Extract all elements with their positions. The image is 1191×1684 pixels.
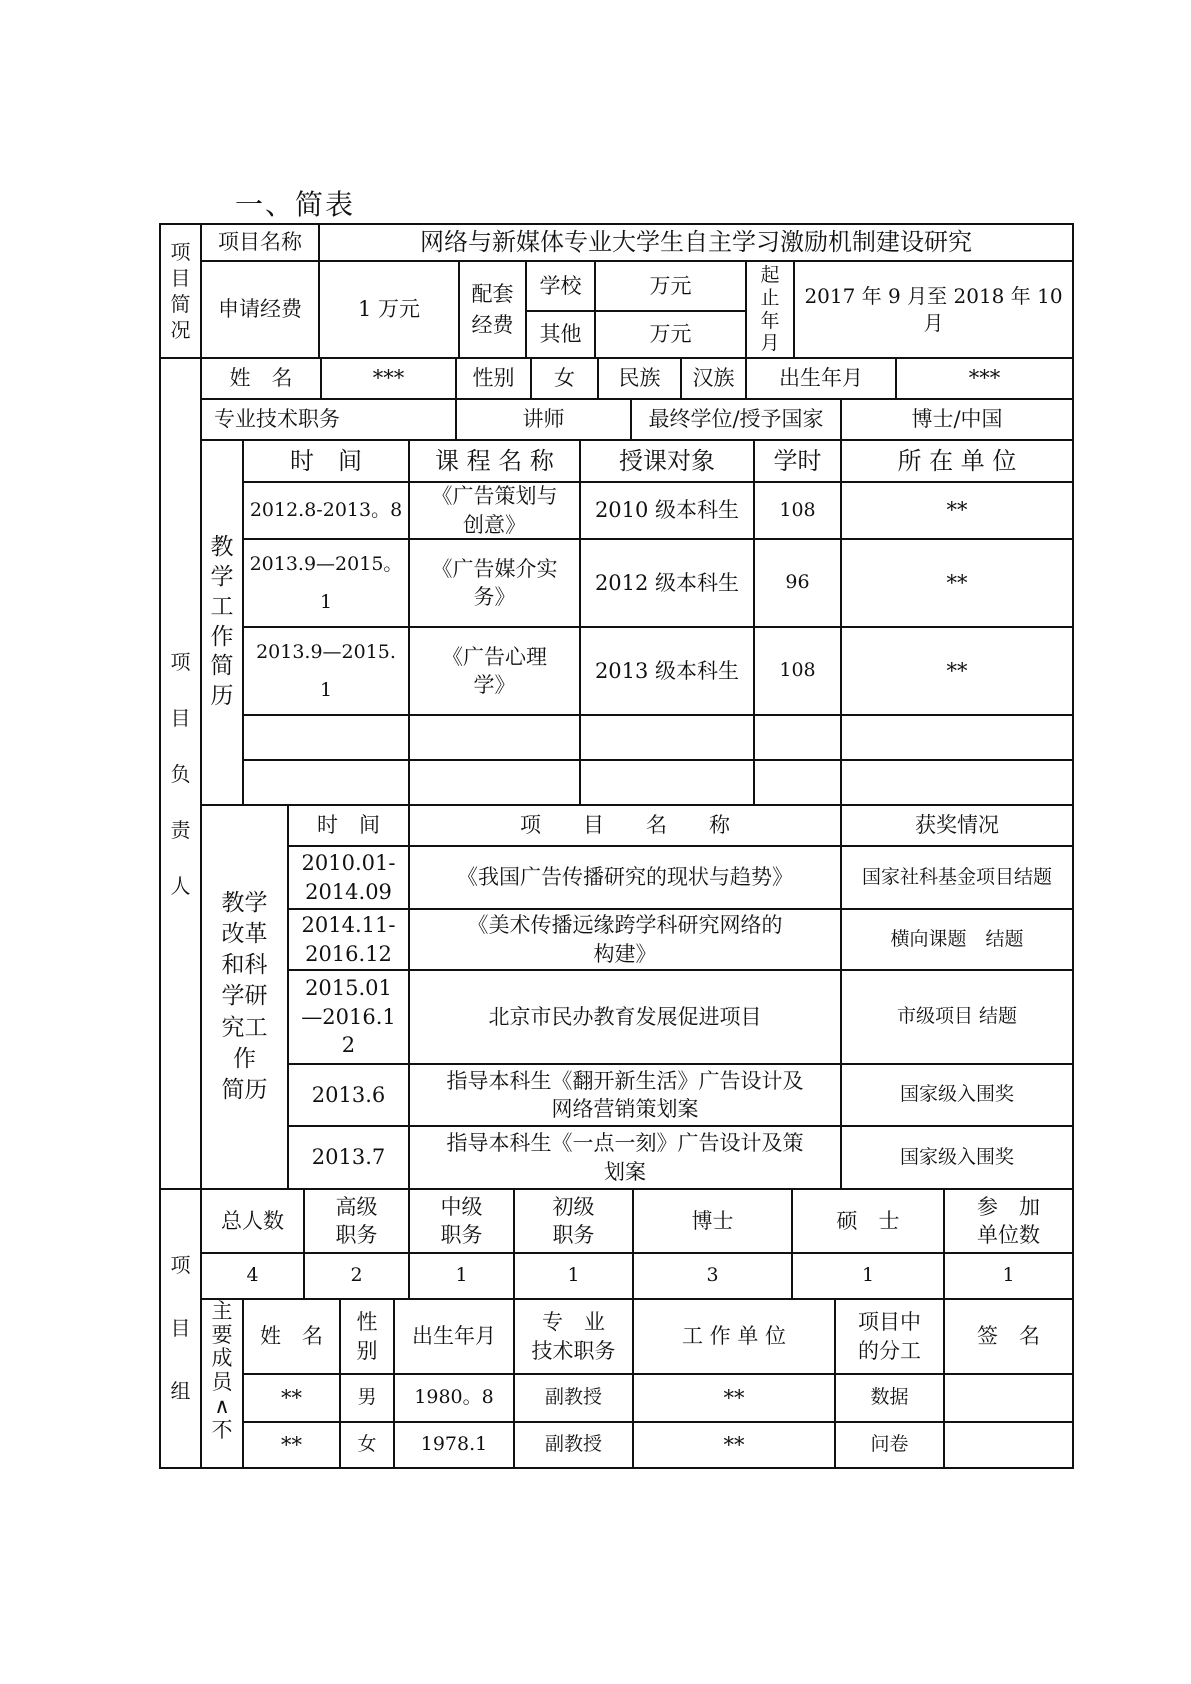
leader-name-value: *** [372,366,405,391]
member-signature [945,1375,1072,1421]
research-project: 指导本科生《一点一刻》广告设计及策 划案 [446,1131,804,1184]
member-header-gender: 性 别 [356,1310,378,1363]
period-value: 2017 年 9 月至 2018 年 10 月 [804,283,1063,335]
member-header-signature: 签 名 [977,1324,1040,1349]
summary-value: 1 [861,1264,875,1287]
other-label: 其他 [539,322,582,347]
teaching-header-unit: 所 在 单 位 [897,446,1017,475]
summary-header-master: 硕 士 [836,1208,900,1233]
member-birth: 1978.1 [420,1433,488,1456]
teaching-course: 《广告心理 学》 [442,644,547,697]
fund-value: 1 万元 [357,297,421,322]
member-title: 副教授 [544,1433,602,1456]
project-name-label: 项目名称 [218,230,302,255]
overview-section-label: 项 目 简 况 [170,240,191,342]
member-name: ** [281,1385,302,1410]
research-award: 国家级入围奖 [899,1145,1014,1168]
summary-value: 1 [567,1264,580,1287]
summary-value: 1 [455,1264,468,1287]
teaching-section-label: 教 学 工 作 简 历 [210,533,234,710]
teaching-course: 《广告媒介实 务》 [431,556,558,609]
degree-label: 最终学位/授予国家 [648,407,824,432]
title-label: 专业技术职务 [214,407,340,432]
team-section-label: 项 目 组 [170,1253,191,1403]
teaching-header-hours: 学时 [773,446,822,475]
match-fund-label: 配套 经费 [471,282,514,337]
member-unit: ** [723,1432,745,1457]
member-role: 问卷 [870,1433,909,1456]
teaching-hours: 108 [779,498,816,521]
school-value: 万元 [649,273,692,298]
summary-header-total: 总人数 [221,1208,284,1233]
research-project: 《美术传播远缘跨学科研究网络的 构建》 [467,913,783,966]
summary-value: 1 [1002,1264,1015,1287]
summary-value: 4 [246,1264,259,1287]
research-award: 国家社科基金项目结题 [861,865,1052,888]
research-award: 横向课题 结题 [890,927,1024,950]
summary-header-senior: 高级 职务 [335,1194,378,1247]
fund-label: 申请经费 [218,297,302,322]
research-section-label: 教学 改革 和科 学研 究工 作 简历 [221,890,268,1103]
teaching-unit: ** [946,498,968,523]
leader-name-label: 姓 名 [229,366,293,391]
teaching-time: 2013.9—2015. 1 [256,641,396,701]
school-label: 学校 [539,273,582,298]
summary-header-units: 参 加 单位数 [977,1194,1040,1247]
section-heading: 一、简表 [235,188,356,221]
member-unit: ** [723,1385,745,1410]
research-time: 2010.01- 2014.09 [301,851,396,904]
member-birth: 1980。8 [414,1386,494,1409]
member-gender: 男 [357,1386,377,1409]
research-project: 指导本科生《翻开新生活》广告设计及 网络营销策划案 [446,1068,804,1121]
teaching-audience: 2013 级本科生 [594,658,740,683]
title-value: 讲师 [522,407,565,432]
member-name: ** [281,1432,302,1457]
degree-value: 博士/中国 [911,407,1003,432]
ethnic-value: 汉族 [692,366,735,391]
research-header-time: 时 间 [317,813,380,838]
birth-value: *** [968,366,1001,391]
member-header-birth: 出生年月 [412,1324,496,1349]
teaching-time: 2012.8-2013。8 [249,498,403,521]
summary-value: 3 [706,1264,719,1287]
gender-value: 女 [554,366,575,391]
member-title: 副教授 [544,1386,602,1409]
research-header-award: 获奖情况 [915,813,999,838]
research-time: 2014.11- 2016.12 [301,913,396,966]
project-name-value: 网络与新媒体专业大学生自主学习激励机制建设研究 [420,228,972,257]
research-project: 北京市民办教育发展促进项目 [488,1004,762,1029]
ethnic-label: 民族 [618,366,661,391]
research-header-project: 项 目 名 称 [520,813,730,838]
member-header-role: 项目中 的分工 [858,1310,921,1363]
other-value: 万元 [649,322,692,347]
teaching-header-audience: 授课对象 [619,446,715,475]
teaching-header-time: 时 间 [290,446,362,475]
summary-header-phd: 博士 [691,1208,734,1233]
teaching-audience: 2012 级本科生 [594,570,740,595]
member-signature [945,1423,1072,1467]
research-project: 《我国广告传播研究的现状与趋势》 [457,865,793,890]
member-gender: 女 [357,1433,377,1456]
member-header-title: 专 业 技术职务 [531,1310,616,1363]
teaching-audience: 2010 级本科生 [594,498,740,523]
leader-section-label: 项 目 负 责 人 [170,649,191,898]
member-header-name: 姓 名 [260,1324,323,1349]
teaching-course: 《广告策划与 创意》 [431,484,558,537]
teaching-header-course: 课 程 名 称 [435,446,554,475]
research-time: 2015.01 —2016.1 2 [301,976,396,1058]
member-header-unit: 工 作 单 位 [681,1324,787,1349]
gender-label: 性别 [472,366,515,391]
teaching-unit: ** [946,658,968,683]
period-label: 起 止 年 月 [760,263,780,355]
summary-header-junior: 初级 职务 [552,1194,595,1247]
summary-header-mid: 中级 职务 [440,1194,483,1247]
teaching-unit: ** [946,570,968,595]
research-award: 市级项目 结题 [896,1005,1018,1028]
teaching-hours: 96 [785,571,810,594]
members-label: 主 要 成 员 ∧ 不 [211,1300,233,1442]
teaching-time: 2013.9—2015。 1 [249,553,403,613]
birth-label: 出生年月 [779,366,863,391]
research-time: 2013.6 [311,1082,386,1107]
summary-value: 2 [350,1264,363,1287]
research-award: 国家级入围奖 [899,1083,1014,1106]
teaching-hours: 108 [779,659,816,682]
research-time: 2013.7 [311,1145,386,1170]
member-role: 数据 [870,1386,909,1409]
